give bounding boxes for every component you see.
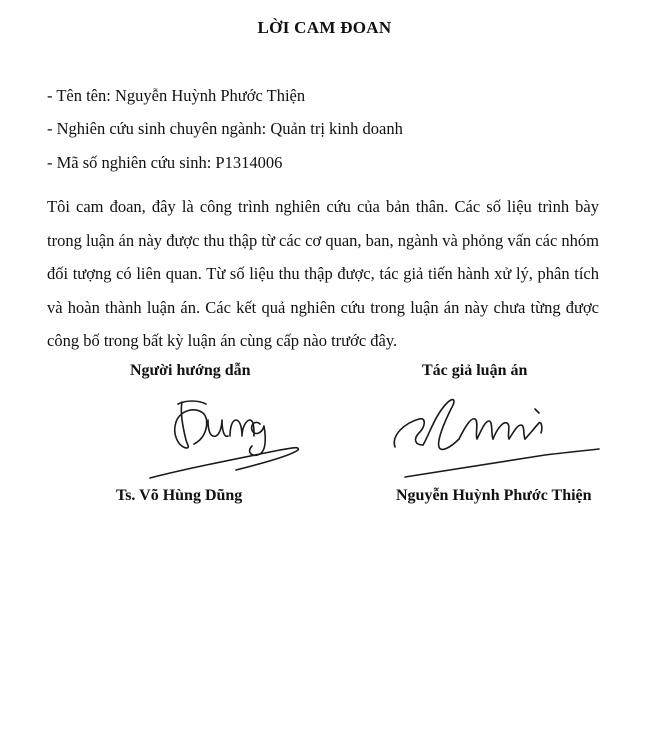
supervisor-signature — [120, 390, 320, 490]
supervisor-role-label: Người hướng dẫn — [130, 362, 251, 379]
author-role-label: Tác giả luận án — [422, 362, 528, 379]
declaration-paragraph — [47, 190, 599, 358]
info-line-name: - Tên tên: Nguyễn Huỳnh Phước Thiện — [47, 86, 306, 105]
paragraph-line: Tôi cam đoan, đây là công trình nghiên cứu của bản thân. Các số liệu trình bày — [47, 197, 599, 216]
paragraph-line: công bố trong bất kỳ luận án cùng cấp nào trước đây. — [47, 331, 398, 351]
info-line-major: - Nghiên cứu sinh chuyên ngành: Quản trị kinh doanh — [47, 119, 403, 138]
paragraph-line: trong luận án này được thu thập từ các cơ quan, ban, ngành và phỏng vấn các nhóm — [47, 230, 599, 250]
author-signature — [385, 385, 615, 485]
paragraph-line: và hoàn thành luận án. Các kết quả nghiên cứu trong luận án này chưa từng được — [47, 297, 599, 317]
paragraph-line: đối tượng có liên quan. Từ số liệu thu thập được, tác giả tiến hành xử lý, phân tích — [47, 264, 599, 284]
author-name: Nguyễn Huỳnh Phước Thiện — [396, 487, 592, 504]
page-title: LỜI CAM ĐOAN — [257, 18, 392, 37]
info-line-student-id: - Mã số nghiên cứu sinh: P1314006 — [47, 153, 283, 172]
supervisor-name: Ts. Võ Hùng Dũng — [116, 487, 243, 504]
